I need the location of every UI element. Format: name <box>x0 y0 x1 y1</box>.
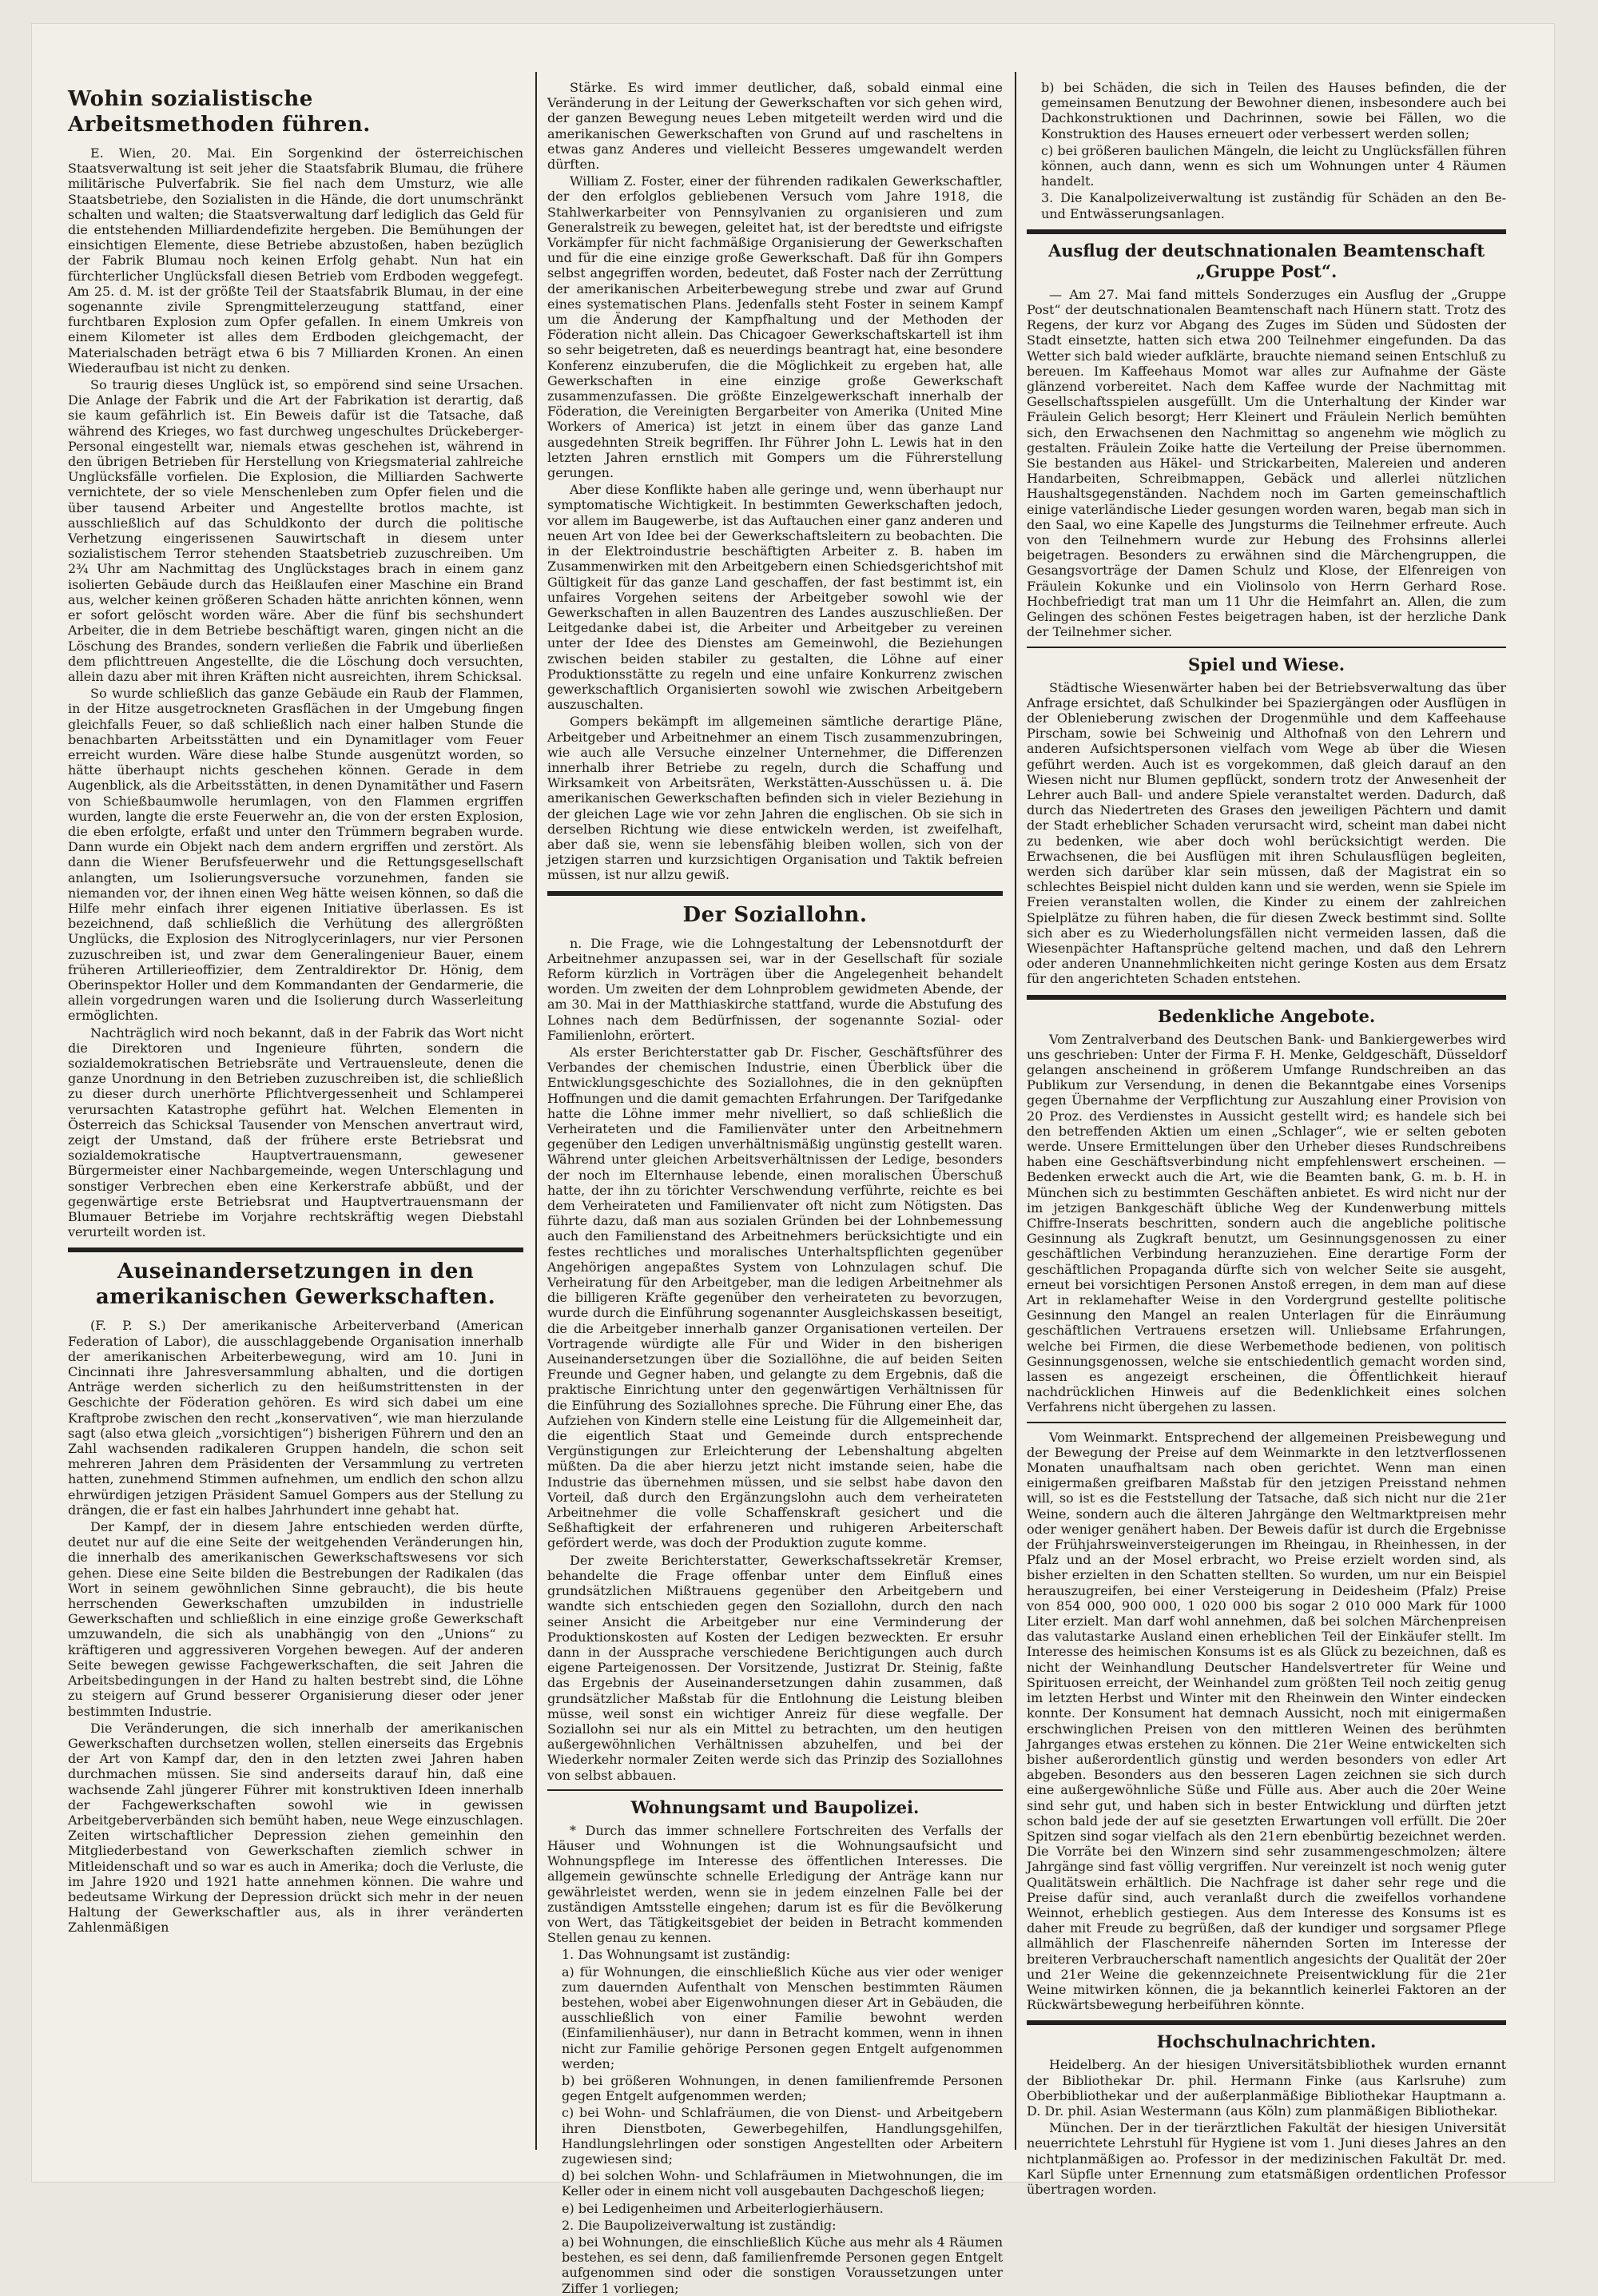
list-item: b) bei Schäden, die sich in Teilen des Hauses befinden, die der gemeinsamen Benutzung der Bewohner dienen, insbesondere auch bei Dachkonstruktionen und Dachrinnen, sowie bei Fällen, wo die Konstruktion des Hauses erneuert oder verbessert werden sollen; <box>1041 80 1506 141</box>
column-rule-2 <box>1015 72 1016 2150</box>
section-divider <box>547 891 1003 896</box>
column-3 <box>1027 80 1506 2197</box>
paragraph-weinmarkt: Vom Weinmarkt. Entsprechend der allgemeinen Preisbewegung und der Bewegung der Preise auf dem Weinmarkte in den letztverflossenen Monaten unaufhaltsam nach oben gerichtet. Wenn man einen einigermaßen greifbaren Maßstab für den jetzigen Preisstand nehmen will, so ist es die Feststellung der Tatsache, daß sich nicht nur die 21er Weine, sondern auch die älteren Jahrgänge den Weltmarktpreisen mehr oder weniger genähert haben. Der Beweis dafür ist durch die Ergebnisse der Frühjahrsweinversteigerungen im Rheingau, in Rheinhessen, in der Pfalz und an der Mosel erbracht, wo Preise erzielt worden sind, als bisher erzielten in den Schatten stellten. So wurden, um nur ein Beispiel herauszugreifen, bei einer Versteigerung in Deidesheim (Pfalz) Preise von 854 000, 900 000, 1 020 000 bis sogar 2 010 000 Mark für 1000 Liter erzielt. Man darf wohl annehmen, daß bei solchen Märchenpreisen das valutastarke Ausland einen erheblichen Teil der Einkäufer stellt. Im Interesse des heimischen Konsums ist es als Glück zu bezeichnen, daß es nicht der Weinhandlung Deutscher Handelsvertreter für Weine und Spirituosen erreicht, der Weinhandel zum größten Teil noch zeitig genug im letzten Herbst und Winter mit den Rheinwein den Winter eindecken konnte. Der Konsument hat demnach Aussicht, noch mit einigermaßen erschwinglichen Preisen von den mittleren Weinen des berühmten Jahrganges etwas erstehen zu können. Die 21er Weine entwickelten sich bisher außerordentlich günstig und werden besonders von edler Art abgeben. Besonders aus den besseren Lagen zeichnen sie sich durch eine außergewöhnliche Süße und Fülle aus. Aber auch die 20er Weine sind sehr gut, und haben sich in bester Entwicklung und dürften jetzt schon bald jede der auf sie gesetzten Erwartungen voll erfüllt. Die 20er Spitzen sind sogar vielfach als den 21ern ebenbürtig bezeichnet werden. Die Vorräte bei den Winzern sind sehr zusammengeschmolzen; ältere Jahrgänge sind fast völlig vergriffen. Nur vereinzelt ist noch wenig guter Qualitätswein erhältlich. Die Nachfrage ist daher sehr rege und die Preise dafür sind, auch veranlaßt durch die zweifellos vorhandene Weinnot, erheblich gestiegen. Aus dem Interesse des Konsums ist es daher mit Freude zu begrüßen, daß der kundiger und sorgsamer Pflege allmählich der Flaschenreife nähernden Sorten im Interesse der breiteren Verbraucherschaft namentlich angesichts der Qualität der 20er und 21er Weine die gekennzeichnete Preisentwicklung für die 21er Weine mitwirken können, die ja bekanntlich keinerlei Faktoren an der Rückwärtsbewegung herbeiführen könnte. <box>1027 1429 1506 2013</box>
list-item: d) bei solchen Wohn- und Schlafräumen in Mietwohnungen, die im Keller oder in einem nicht voll ausgebauten Dachgeschoß liegen; <box>562 2168 1003 2199</box>
list-item: 3. Die Kanalpolizeiverwaltung ist zuständig für Schäden an den Be- und Entwässerungsanlagen. <box>1041 190 1506 221</box>
paragraph: Gompers bekämpft im allgemeinen sämtliche derartige Pläne, Arbeitgeber und Arbeitnehmer an einem Tisch zusammenzubringen, wie auch alle Versuche einzelner Unternehmer, die Differenzen innerhalb ihrer Betriebe zu regeln, durch die Schaffung und Wirksamkeit von Arbeitsräten, Werkstätten-Ausschüssen u. ä. Die amerikanischen Gewerkschaften befinden sich in vieler Beziehung in der gleichen Lage wie vor zehn Jahren die englischen. Ob sie sich in derselben Richtung wie diese entwickeln werden, ist zweifelhaft, aber daß sie, wenn sie lebensfähig bleiben wollen, sich von der jetzigen starren und kurzsichtigen Organisation und Taktik befreien müssen, ist nur allzu gewiß. <box>547 714 1003 883</box>
paragraph: William Z. Foster, einer der führenden radikalen Gewerkschaftler, der den erfolglos gebliebenen Versuch vom Jahre 1918, die Stahlwerkarbeiter von Pennsylvanien zu organisieren und zum Generalstreik zu bewegen, geleitet hat, ist der beredtste und eifrigste Vorkämpfer für nicht fachmäßige Organisierung der Gewerkschaften und für die eine einzige große Gewerkschaft. Daß für ihn Gompers selbst angegriffen worden, bedeutet, daß Foster nach der Zerrüttung der amerikanischen Arbeiterbewegung strebe und zwar auf Grund eines systematischen Plans. Jedenfalls steht Foster in seinem Kampf um die Änderung der Kampfhaltung und der Methoden der Föderation nicht allein. Das Chicagoer Gewerkschaftskartell ist ihm so sehr beigetreten, daß es neuerdings beantragt hat, eine besondere Konferenz einzuberufen, die die Möglichkeit zu ergeben hat, alle Gewerkschaften in eine einzige große Gewerkschaft zusammenzufassen. Die größte Einzelgewerkschaft innerhalb der Föderation, die Vereinigten Bergarbeiter von Amerika (United Mine Workers of America) ist jetzt in einem über das ganze Land ausgedehnten Streik begriffen. Ihr Führer John L. Lewis hat in den letzten Jahren ernstlich mit Gompers um die Führerstellung gerungen. <box>547 173 1003 481</box>
paragraph: Heidelberg. An der hiesigen Universitätsbibliothek wurden ernannt der Bibliothekar Dr. phil. Hermann Finke (aus Karlsruhe) zum Oberbibliothekar und der außerplanmäßige Bibliothekar Hauptmann a. D. Dr. phil. Asian Westermann (aus Köln) zum planmäßigen Bibliothekar. <box>1027 2057 1506 2119</box>
paragraph: Der zweite Berichterstatter, Gewerkschaftssekretär Kremser, behandelte die Frage offenbar unter dem Einfluß eines grundsätzlichen Mißtrauens gegenüber den Arbeitgebern und wandte sich entschieden gegen den Soziallohn, durch den nach seiner Ansicht die Arbeitgeber nur eine Verminderung der Produktionskosten auf Kosten der Ledigen bezweckten. Er ersuhr dann in der Aussprache verschiedene Berichtigungen auch durch eigene Parteigenossen. Der Vorsitzende, Justizrat Dr. Steinig, faßte das Ergebnis der Auseinandersetzungen dahin zusammen, daß grundsätzlicher Maßstab für die Entlohnung die Leistung bleiben müsse, weil sonst ein wichtiger Anreiz für diese wegfalle. Der Soziallohn sei nur als ein Mittel zu betrachten, um den heutigen außergewöhnlichen Verhältnissen abzuhelfen, und bei der Wiederkehr normaler Zeiten werde sich das Prinzip des Soziallohnes von selbst abbauen. <box>547 1552 1003 1783</box>
section-divider <box>1027 1422 1506 1423</box>
list-item: c) bei Wohn- und Schlafräumen, die von Dienst- und Arbeitgebern ihren Dienstboten, Gewerbegehilfen, Handlungsgehilfen, Handlungslehrlingen oder sonstigen Angestellten oder Arbeitern zugewiesen sind; <box>562 2105 1003 2167</box>
paragraph: Aber diese Konflikte haben alle geringe und, wenn überhaupt nur symptomatische Wichtigkeit. In bestimmten Gewerkschaften jedoch, vor allem im Baugewerbe, ist das Auftauchen einer ganz anderen und neuen Art von Idee bei der Gewerkschaftsleitern zu beobachten. Die in der Elektroindustrie beschäftigten Arbeiter z. B. haben im Zusammenwirken mit den Arbeitgebern einen Schiedsgerichtshof mit Gültigkeit für das ganze Land geschaffen, der fast bestimmt ist, ein unfaires Vorgehen seitens der Arbeitgeber sowohl wie der Gewerkschaften in allen Bauzentren des Landes auszuschließen. Der Leitgedanke dabei ist, die Arbeiter und Arbeitgeber zu vereinen unter der Idee des Dienstes am Gemeinwohl, die Beziehungen zwischen beiden stabiler zu gestalten, die Löhne auf einer Produktionsstätte zu regeln und eine unfaire Konkurrenz zwischen gewerkschaftlich Organisierten sowohl wie zwischen Arbeitgebern auszuschalten. <box>547 482 1003 713</box>
paragraph: (F. P. S.) Der amerikanische Arbeiterverband (American Federation of Labor), die ausschlaggebende Organisation innerhalb der amerikanischen Arbeiterbewegung, wird am 10. Juni in Cincinnati ihre Jahresversammlung abhalten, und die dortigen Anträge werden sicherlich zu den heißumstrittensten in der Geschichte der Föderation gehören. Es wird sich dabei um eine Kraftprobe zwischen den recht „konservativen“, wie man hierzulande sagt (also etwa gleich „vorsichtigen“) bisherigen Führern und den an Zahl wachsenden radikaleren Gruppen handeln, die schon seit mehreren Jahren dem Präsidenten der Versammlung zu vertreten hatten, zunehmend Stimmen aufnehmen, um endlich den schon allzu ehrwürdigen jetzigen Präsident Samuel Gompers aus der Stellung zu drängen, die er fast ein halbes Jahrhundert inne gehabt hat. <box>68 1318 523 1518</box>
paragraph: Der Kampf, der in diesem Jahre entschieden werden dürfte, deutet nur auf die eine Seite der weitgehenden Veränderungen hin, die innerhalb des amerikanischen Gewerkschaftswesens vor sich gehen. Diese eine Seite bilden die Bestrebungen der Radikalen (das Wort in seinem gewöhnlichen Sinne gebraucht), die bis heute herrschenden Gewerkschaften umzubilden in industrielle Gewerkschaften und schließlich in eine einzige große Gewerkschaft umzuwandeln, die sich als unabhängig von den „Unions“ zu kräftigeren und aggressiveren Vorgehen bewegen. Auf der anderen Seite bewegen gewisse Fachgewerkschaften, die seit Jahren die Arbeitsbedingungen in der Hand zu halten bestrebt sind, die Löhne zu steigern auf Grund besserer Organisierung dieser oder jener bestimmten Industrie. <box>68 1519 523 1719</box>
paragraph: * Durch das immer schnellere Fortschreiten des Verfalls der Häuser und Wohnungen ist die Wohnungsaufsicht und Wohnungspflege im Interesse des öffentlichen Interesses. Die allgemein gewünschte schnelle Erledigung der Anträge kann nur gewährleistet werden, wenn sie in jedem einzelnen Falle bei der zuständigen Amtsstelle eingehen; darum ist es für die Bevölkerung von Wert, das Tätigkeitsgebiet der beiden in Betracht kommenden Stellen genau zu kennen. <box>547 1822 1003 1946</box>
column-1 <box>68 80 523 2150</box>
responsibility-list-continued <box>1027 80 1506 221</box>
section-divider <box>1027 995 1506 1000</box>
paragraph: Stärke. Es wird immer deutlicher, daß, sobald einmal eine Veränderung in der Leitung der Gewerkschaften vor sich gehen wird, der ganzen Bewegung neues Leben mitgeteilt werden wird und die amerikanischen Gewerkschaften von Grund auf und rascheltens in etwas ganz Anderes und vielleicht Besseres umgewandelt werden dürften. <box>547 80 1003 173</box>
list-item: b) bei größeren Wohnungen, in denen familienfremde Personen gegen Entgelt aufgenommen werden; <box>562 2072 1003 2104</box>
article-title-ausflug: Ausflug der deutschnationalen Beamtenschaft „Gruppe Post“. <box>1047 240 1485 281</box>
paragraph: So traurig dieses Unglück ist, so empörend sind seine Ursachen. Die Anlage der Fabrik und die Art der Fabrikation ist derartig, daß sie kaum gefährlich ist. Ein Beweis dafür ist die Tatsache, daß während des Krieges, wo fast durchweg ungeschultes Drückeberger-Personal eingestellt war, niemals etwas geschehen ist, während in den übrigen Betrieben für Herstellung von Kriegsmaterial zahlreiche Unglücksfälle vorfielen. Die Explosion, die Milliarden Sachwerte vernichtete, der so viele Menschenleben zum Opfer fielen und die über tausend Arbeiter und Angestellte brotlos machte, ist ausschließlich auf das Schuldkonto der durch die politische Verhetzung eingerissenen Sauwirtschaft in diesem unter sozialistischem Terror stehenden Staatsbetrieb zuzuschreiben. Um 2¾ Uhr am Nachmittag des Unglückstages brach in einem ganz isolierten Gebäude durch das Heißlaufen einer Maschine ein Brand aus, welcher keinen größeren Schaden hätte anrichten können, wenn er sofort gelöscht worden wäre. Aber die fünf bis sechshundert Arbeiter, die in dem Betriebe beschäftigt waren, gingen nicht an die Löschung des Brandes, sondern verließen die Fabrik und überließen dem pflichttreuen Angestellte, die die Löschung doch versuchten, allein dazu aber mit ihren Kräften nicht ausreichten, ihrem Schicksal. <box>68 377 523 684</box>
article-title-blumau: Wohin sozialistische Arbeitsmethoden führen. <box>68 87 371 137</box>
newspaper-page <box>32 24 1554 2296</box>
section-divider <box>68 1247 523 1252</box>
paragraph: — Am 27. Mai fand mittels Sonderzuges ein Ausflug der „Gruppe Post“ der deutschnationalen Beamtenschaft nach Hünern statt. Trotz des Regens, der kurz vor Abgang des Zuges im Süden und Südosten der Stadt einsetzte, hatten sich etwa 200 Teilnehmer eingefunden. Da das Wetter sich bald wieder aufklärte, brauchte niemand seinen Entschluß zu bereuen. Im Kaffeehaus Momot war alles zur Aufnahme der Gäste glänzend vorbereitet. Nach dem Kaffee wurde der Nachmittag mit Gesellschaftsspielen ausgefüllt. Um die Unterhaltung der Kinder war Fräulein Gelich besorgt; Herr Kleinert und Fräulein Nerlich bemühten sich, den Erwachsenen den Nachmittag so angenehm wie möglich zu gestalten. Fräulein Zoike hatte die Verteilung der Preise übernommen. Sie bestanden aus Häkel- und Strickarbeiten, Malereien und anderen Handarbeiten, Schreibmappen, Gebäck und allerlei nützlichen Haushaltsgegenständen. Nachdem noch im Garten gemeinschaftlich einige vaterländische Lieder gesungen worden waren, begab man sich in den Saal, wo eine Kapelle des Jungsturms die Teilnehmer erfreute. Auch von den Teilnehmern wurde zur Hebung des Frohsinns allerlei beigetragen. Besonders zu erwähnen sind die Märchengruppen, die Gesangsvorträge der Damen Schulz und Klose, der Elfenreigen von Fräulein Kokunke und ein Violinsolo von Herrn Gerhard Rose. Hochbefriedigt trat man um 11 Uhr die Heimfahrt an. Allen, die zum Gelingen des schönen Festes beigetragen haben, ist der herzliche Dank der Teilnehmer sicher. <box>1027 286 1506 640</box>
section-divider <box>1027 229 1506 234</box>
article-title-gewerkschaften: Auseinandersetzungen in den amerikanischen Gewerkschaften. <box>95 1259 496 1310</box>
paragraph: Die Veränderungen, die sich innerhalb der amerikanischen Gewerkschaften durchsetzen wollen, stellen einerseits das Ergebnis der Art von Kampf dar, den in den letzten zwei Jahren haben durchmachen müssen. Sie sind anderseits darauf hin, daß eine wachsende Zahl jüngerer Führer mit konstruktiven Ideen innerhalb der Fachgewerkschaften sowohl wie in gewissen Arbeitgeberverbänden sich bemüht haben, neue Wege einzuschlagen. Zeiten wirtschaftlicher Depression ziehen gemeinhin den Mitgliederbestand von Gewerkschaften ziemlich schwer in Mitleidenschaft und so war es auch in Amerika; doch die Verluste, die im Jahre 1920 und 1921 hatte annehmen können. Die wahre und bedeutsame Wirkung der Depression drückt sich mehr in der neuen Haltung der Gewerkschaftler aus, als in ihrer veränderten Zahlenmäßigen <box>68 1720 523 1936</box>
paragraph: n. Die Frage, wie die Lohngestaltung der Lebensnotdurft der Arbeitnehmer anzupassen sei, war in der Gesellschaft für soziale Reform kürzlich in Vorträgen über die Angelegenheit behandelt worden. Um zweiten der dem Lohnproblem gewidmeten Abende, der am 30. Mai in der Matthiaskirche stattfand, wurde die Abstufung des Lohnes nach dem Bedürfnissen, der sogenannte Sozial- oder Familienlohn, erörtert. <box>547 935 1003 1043</box>
column-rule-1 <box>535 72 537 2150</box>
list-item: a) bei Wohnungen, die einschließlich Küche aus mehr als 4 Räumen bestehen, es sei denn, daß familienfremde Personen gegen Entgelt aufgenommen sind oder die sonstigen Voraussetzungen unter Ziffer 1 vorliegen; <box>562 2234 1003 2296</box>
list-item: e) bei Ledigenheimen und Arbeiterlogierhäusern. <box>562 2200 884 2216</box>
paragraph: Als erster Berichterstatter gab Dr. Fischer, Geschäftsführer des Verbandes der chemischen Industrie, einen Überblick über die Entwicklungsgeschichte des Soziallohnes, die in den geknüpften Hoffnungen und die damit gemachten Erfahrungen. Der Tarifgedanke hatte die Löhne immer mehr nivelliert, so daß schließlich die Verheirateten und die Familienväter unter den Arbeitnehmern gegenüber den Ledigen unverhältnismäßig ungünstig gestellt waren. Während unter gleichen Arbeitsverhältnissen der Ledige, besonders der noch im Elternhause lebende, einen moralischen Überschuß hatte, der ihn zu törichter Verschwendung verführte, reichte es bei dem Verheirateten und Familienvater oft nicht zum Nötigsten. Das führte dazu, daß man aus sozialen Gründen bei der Lohnbemessung auch den Familienstand des Arbeitnehmers berücksichtigte und ein festes rechtliches und moralisches Unterhaltspflichten gegenüber Angehörigen angepaßtes System von Lohnzulagen schuf. Die Verheiratung für den Arbeitgeber, man die ledigen Arbeitnehmer als die billigeren Kräfte gegenüber den verheirateten zu bevorzugen, wurde durch die Einführung sogenannter Ausgleichskassen beseitigt, die die Arbeitgeber innerhalb ganzer Organisationen verteilen. Der Vortragende würdigte alle Für und Wider in den bisherigen Auseinandersetzungen über die Soziallöhne, die auf beiden Seiten Freunde und Gegner haben, und gelangte zu dem Ergebnis, daß die praktische Einrichtung unter den gegenwärtigen Verhältnissen für die Einführung des Soziallohnes spreche. Die Führung einer Ehe, das Aufziehen von Kindern stelle eine Leistung für die Allgemeinheit dar, die eigentlich Staat und Gemeinde durch entsprechende Vergünstigungen zur Erleichterung der Lebenshaltung abgelten müßten. Da die aber hierzu jetzt nicht imstande seien, habe die Industrie das übernehmen müssen, und sie selbst habe davon den Vorteil, daß durch den Ergänzungslohn auch dem verheirateten Arbeitnehmer die volle Schaffenskraft gesichert und die Seßhaftigkeit der erfahreneren und ruhigeren Arbeiterschaft gefördert werde, was doch der Produktion zugute komme. <box>547 1044 1003 1551</box>
article-title-spiel-und-wiese: Spiel und Wiese. <box>1187 654 1346 674</box>
list-item: c) bei größeren baulichen Mängeln, die leicht zu Unglücksfällen führen können, auch dann, wenn es sich um Wohnungen unter 4 Räumen handelt. <box>1041 142 1506 189</box>
responsibility-list <box>547 1947 1003 2295</box>
article-title-hochschulnachrichten: Hochschulnachrichten. <box>1156 2031 1377 2052</box>
article-title-soziallohn: Der Soziallohn. <box>682 902 868 927</box>
list-item: a) für Wohnungen, die einschließlich Küche aus vier oder weniger zum dauernden Aufenthalt von Menschen bestimmten Räumen bestehen, wobei aber Eigenwohnungen dieser Art in Gebäuden, die ausschließlich von einer Familie bewohnt werden (Einfamilienhäuser), nur dann in Betracht kommen, wenn in ihnen nicht zur Familie gehörige Personen gegen Entgelt aufgenommen werden; <box>562 1964 1003 2071</box>
list-item: 2. Die Baupolizeiverwaltung ist zuständig: <box>562 2217 837 2233</box>
section-divider <box>1027 647 1506 648</box>
section-divider <box>1027 2020 1506 2025</box>
list-item: 1. Das Wohnungsamt ist zuständig: <box>562 1947 790 1963</box>
paragraph: Nachträglich wird noch bekannt, daß in der Fabrik das Wort nicht die Direktoren und Ingenieure führten, sondern die sozialdemokratischen Betriebsräte und Vertrauensleute, denen die ganze Unordnung in den Betrieben zuzuschreiben ist, die schließlich zu dieser durch unerhörte Pflichtvergessenheit und Schlamperei verursachten Katastrophe geführt hat. Welchen Elementen in Österreich das Schicksal Tausender von Menschen anvertraut wird, zeigt der Umstand, daß der frühere erste Betriebsrat und sozialdemokratische Hauptvertrauensmann, gewesener Bürgermeister einer Nachbargemeinde, wegen Unterschlagung und sonstiger Verbrechen eben eine Kerkerstrafe abbüßt, und der gegenwärtige erste Betriebsrat und Hauptvertrauensmann der Blumauer Betriebe im Vorjahre rechtskräftig wegen Diebstahl verurteilt worden ist. <box>68 1025 523 1240</box>
article-title-wohnungsamt: Wohnungsamt und Baupolizei. <box>630 1797 920 1817</box>
article-title-bedenkliche-angebote: Bedenkliche Angebote. <box>1157 1005 1376 1026</box>
paragraph: Vom Zentralverband des Deutschen Bank- und Bankiergewerbes wird uns geschrieben: Unter der Firma F. H. Menke, Geldgeschäft, Düsseldorf gelangen anscheinend in größerem Umfange Rundschreiben an das Publikum zur Versendung, in denen die Bekanntgabe eines Vorsenips gegen Übernahme der Verpflichtung zur Auszahlung einer Provision von 20 Proz. des Verdienstes in Aussicht gestellt wird; es handele sich bei den betreffenden Aktien um einen „Schlager“, wie er selten geboten werde. Unsere Ermittelungen über den Urheber dieses Rundschreibens haben eine Geschäftsverbindung nicht empfehlenswert erscheinen. — Bedenken erweckt auch die Art, wie die Beamten bank, G. m. b. H. in München sich zu bestimmten Geschäften anbietet. Es wird nicht nur der im jetzigen Bankgeschäft übliche Weg der Kundenwerbung mittels Chiffre-Inserats beschritten, sondern auch die angebliche politische Gesinnung als Zugkraft benutzt, um Gesinnungsgenossen zu einer geschäftlichen Verbindung heranzuziehen. Eine derartige Form der geschäftlichen Propaganda dürfte sich von welcher Seite sie ausgeht, erneut bei vorsichtigen Personen Anstoß erregen, in dem man auf diese Art in reklamehafter Weise in den Vordergrund gestellte politische Gesinnung den Mangel an realen Unterlagen für die Einräumung geschäftlichen Vertrauens ersetzen will. Unliebsame Erfahrungen, welche bei Firmen, die diese Werbemethode bedienen, von politisch Gesinnungsgenossen, welche sie entschiedentlich gemacht worden sind, lassen es angezeigt erscheinen, die Öffentlichkeit hierauf nachdrücklichen Hinweis auf die Bedenklichkeit eines solchen Verfahrens nicht übergehen zu lassen. <box>1027 1031 1506 1415</box>
section-divider <box>547 1789 1003 1791</box>
paragraph: München. Der in der tierärztlichen Fakultät der hiesigen Universität neuerrichtete Lehrstuhl für Hygiene ist vom 1. Juni dieses Jahres an den nichtplanmäßigen ao. Professor in der medizinischen Fakultät Dr. med. Karl Süpfle unter Ernennung zum etatsmäßigen ordentlichen Professor übertragen worden. <box>1027 2120 1506 2197</box>
paragraph: Städtische Wiesenwärter haben bei der Betriebsverwaltung das über Anfrage ersichtet, daß Schulkinder bei Spaziergängen oder Ausflügen in der Oblenieberung zwischen der Drogenmühle und dem Kaffeehause Pirscham, sowie bei Schweinig und Althofnaß von den Lehrern und anderen Aufsichtspersonen vielfach vom Wege ab über die Wiesen geführt werden. Auch ist es vorgekommen, daß gleich darauf an den Wiesen nicht nur Blumen gepflückt, sondern trotz der Anwesenheit der Lehrer auch Ball- und andere Spiele veranstaltet werden. Dadurch, daß durch das Niedertreten des Grases den jeweiligen Pächtern und damit der Stadt erheblicher Schaden verursacht wird, scheint man dabei nicht zu bedenken, wie aber doch wohl berücksichtigt werden. Die Erwachsenen, die bei Ausflügen mit ihren Schulausflügen begleiten, werden sich darüber klar sein müssen, daß der Magistrat ein so schlechtes Beispiel nicht dulden kann und sie werden, wenn sie Spiele im Freien veranstalten wollen, die Kinder zu einem der zahlreichen Spielplätze zu führen haben, die für diesen Zweck bestimmt sind. Sollte sich aber es zu Wiederholungsfällen nicht vermeiden lassen, daß die Wiesenpächter Haftansprüche geltend machen, und daß den Lehrern oder anderen Unannehmlichkeiten nicht geringe Kosten aus dem Ersatz für den angerichteten Schaden entstehen. <box>1027 679 1506 987</box>
paragraph: So wurde schließlich das ganze Gebäude ein Raub der Flammen, in der Hitze ausgetrockneten Grasflächen in der Umgebung fingen gleichfalls Feuer, so daß schließlich nach einer halben Stunde die benachbarten Arbeitsstätten und ein Dynamitlager vom Feuer erreicht wurden. Wäre diese halbe Stunde ausgenützt worden, so hätte überhaupt nichts geschehen können. Gerade in dem Augenblick, als die Arbeitsstätten, in denen Dynamitäther und Fasern von Schießbaumwolle herumlagen, von den Flammen ergriffen wurden, langte die erste Feuerwehr an, die von der ersten Explosion, die eben erfolgte, erfaßt und unter den Trümmern begraben wurde. Dann wurde ein Objekt nach dem andern ergriffen und zerstört. Als dann die Wiener Berufsfeuerwehr und die Rettungsgesellschaft anlangten, um Isolierungsversuche vorzunehmen, fanden sie niemanden vor, der ihnen einen Weg hätte weisen können, so daß die Hilfe mehr einfach ihrer eigenen Initiative überlassen. Es ist bezeichnend, daß schließlich die Verhütung des allergrößten Unglücks, die Explosion des Nitroglycerinlagers, nur vier Personen zuzuschreiben ist, und zwar dem Generalingenieur Bauer, einem früheren Artillerieoffizier, dem Zentraldirektor Dr. Hönig, dem Oberinspektor Holler und dem Kommandanten der Gendarmerie, die allein vorgedrungen waren und die Isolierung durch Wasserleitung ermöglichten. <box>68 686 523 1024</box>
paragraph: E. Wien, 20. Mai. Ein Sorgenkind der österreichischen Staatsverwaltung ist seit jeher die Staatsfabrik Blumau, die frühere militärische Pulverfabrik. Sie fiel nach dem Umsturz, wie alle Staatsbetriebe, den Sozialisten in die Hände, die dort unumschränkt schalten und walten; die Staatsverwaltung darf lediglich das Geld für die entstehenden Milliardendefizite hergeben. Die Bemühungen der einsichtigen Elemente, diese Betriebe abzustoßen, haben bezüglich der Fabrik Blumau noch keinen Erfolg gehabt. Nun hat ein fürchterlicher Unglücksfall diesen Betrieb vom Erdboden weggefegt. Am 25. d. M. ist der größte Teil der Staatsfabrik Blumau, in der eine sogenannte zivile Sprengmittelerzeugung stattfand, einer furchtbaren Explosion zum Opfer gefallen. In einem Umkreis von einem Kilometer ist alles dem Erdboden gleichgemacht, der Materialschaden beträgt etwa 6 bis 7 Milliarden Kronen. An einen Wiederaufbau ist nicht zu denken. <box>68 145 523 376</box>
column-2 <box>547 80 1003 2296</box>
